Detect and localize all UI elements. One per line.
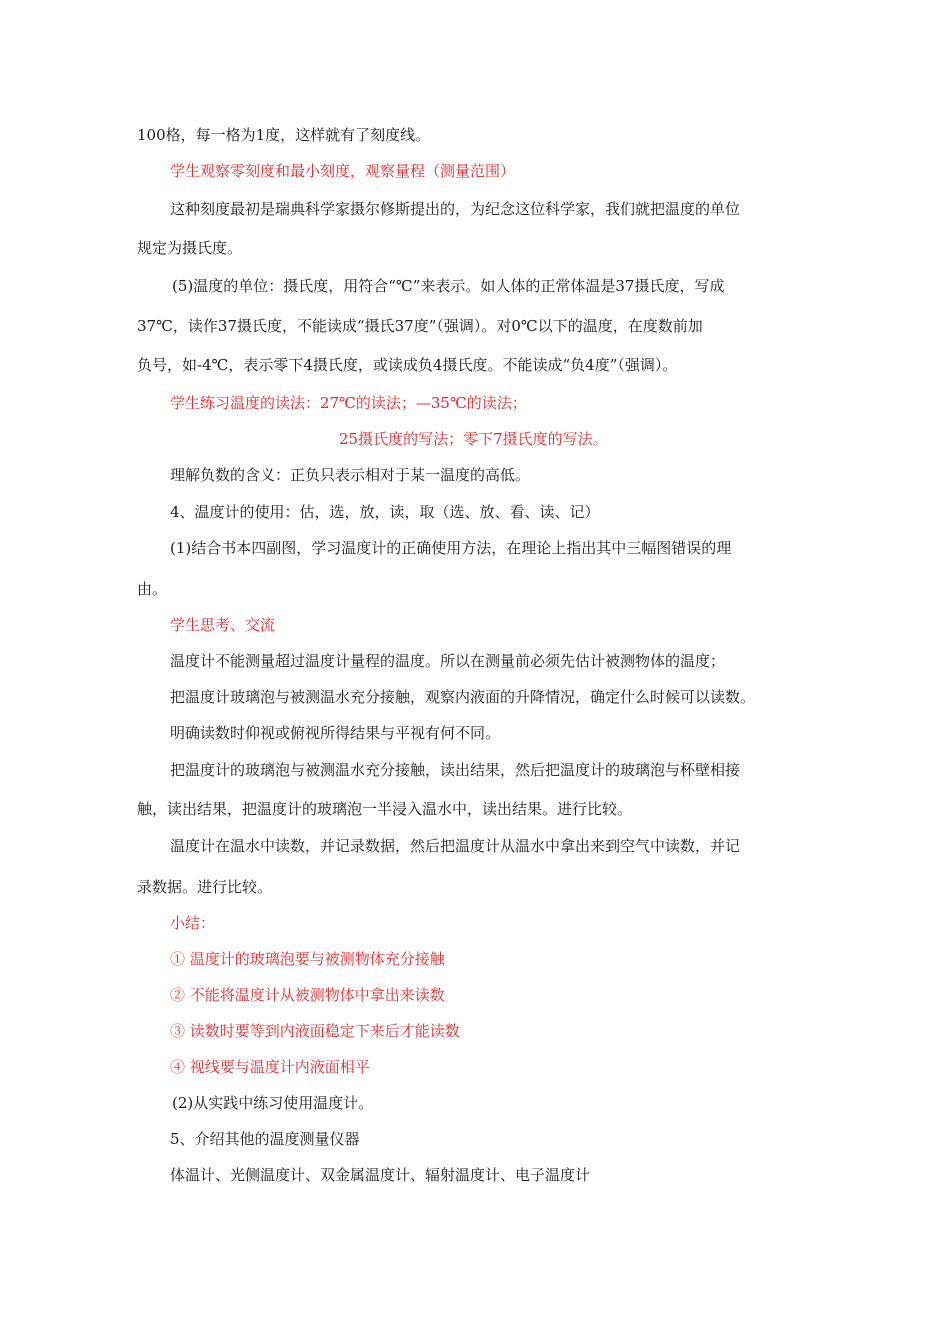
paragraph-line: 体温计、光侧温度计、双金属温度计、辐射温度计、电子温度计 [170,1166,591,1184]
paragraph-line: 触，读出结果，把温度计的玻璃泡一半浸入温水中，读出结果。进行比较。 [137,800,633,818]
paragraph-line: 100格，每一格为1度，这样就有了刻度线。 [137,126,431,144]
paragraph-line: (2)从实践中练习使用温度计。 [172,1094,374,1112]
paragraph-line: 负号，如-4℃，表示零下4摄氏度，或读成负4摄氏度。不能读成“负4度”（强调）。 [137,356,678,374]
paragraph-line: 录数据。进行比较。 [137,878,273,896]
student-activity-heading: 学生练习温度的读法：27℃的读法；—35℃的读法； [170,394,527,412]
summary-heading: 小结： [170,914,216,932]
paragraph-line: 规定为摄氏度。 [137,239,243,257]
paragraph-line: 温度计在温水中读数，并记录数据，然后把温度计从温水中拿出来到空气中读数，并记 [170,837,741,855]
paragraph-line: 由。 [137,580,168,598]
paragraph-line: (1)结合书本四副图，学习温度计的正确使用方法，在理论上指出其中三幅图错误的理 [170,539,732,557]
paragraph-line: 把温度计的玻璃泡与被测温水充分接触，读出结果，然后把温度计的玻璃泡与杯壁相接 [170,761,741,779]
student-activity-heading: 学生思考、交流 [170,616,276,634]
summary-item: ① 温度计的玻璃泡要与被测物体充分接触 [170,950,445,968]
summary-item: ④ 视线要与温度计内液面相平 [170,1058,370,1076]
paragraph-line: 把温度计玻璃泡与被测温水充分接触，观察内液面的升降情况，确定什么时候可以读数。 [170,688,756,706]
paragraph-line: 温度计不能测量超过温度计量程的温度。所以在测量前必须先估计被测物体的温度； [170,652,726,670]
paragraph-line: (5)温度的单位：摄氏度，用符合“℃”来表示。如人体的正常体温是37摄氏度，写成 [172,277,725,295]
student-activity-heading: 学生观察零刻度和最小刻度，观察量程（测量范围） [170,162,516,180]
paragraph-line: 37℃，读作37摄氏度，不能读成“摄氏37度”（强调）。对0℃以下的温度，在度数前加 [137,317,703,335]
summary-item: ② 不能将温度计从被测物体中拿出来读数 [170,986,445,1004]
paragraph-line: 理解负数的含义：正负只表示相对于某一温度的高低。 [170,466,531,484]
student-activity-line: 25摄氏度的写法；零下7摄氏度的写法。 [339,430,608,448]
paragraph-line: 明确读数时仰视或俯视所得结果与平视有何不同。 [170,724,501,742]
section-heading: 4、温度计的使用：估，选，放，读，取（选、放、看、读、记） [170,503,600,521]
paragraph-line: 这种刻度最初是瑞典科学家摄尔修斯提出的，为纪念这位科学家，我们就把温度的单位 [170,200,741,218]
section-heading: 5、介绍其他的温度测量仪器 [170,1130,360,1148]
summary-item: ③ 读数时要等到内液面稳定下来后才能读数 [170,1022,460,1040]
